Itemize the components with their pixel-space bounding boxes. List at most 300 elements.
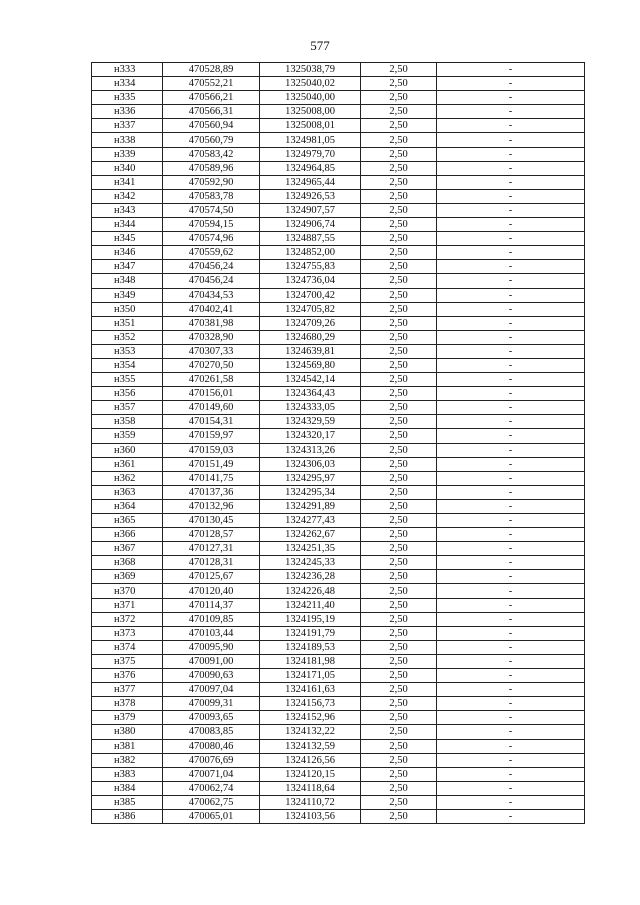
accuracy-cell: 2,50 (361, 739, 437, 753)
y-coordinate-cell: 1324964,85 (260, 161, 361, 175)
table-row (92, 260, 585, 274)
accuracy-cell: 2,50 (361, 175, 437, 189)
y-coordinate-cell: 1324195,19 (260, 612, 361, 626)
table-row (92, 63, 585, 77)
accuracy-cell: 2,50 (361, 401, 437, 415)
point-id-cell: н350 (92, 302, 163, 316)
note-cell: - (437, 161, 585, 175)
note-cell: - (437, 767, 585, 781)
x-coordinate-cell: 470566,31 (163, 105, 260, 119)
accuracy-cell: 2,50 (361, 274, 437, 288)
note-cell: - (437, 91, 585, 105)
y-coordinate-cell: 1324236,28 (260, 570, 361, 584)
note-cell: - (437, 260, 585, 274)
point-id-cell: н372 (92, 612, 163, 626)
accuracy-cell: 2,50 (361, 344, 437, 358)
note-cell: - (437, 344, 585, 358)
note-cell: - (437, 274, 585, 288)
x-coordinate-cell: 470154,31 (163, 415, 260, 429)
x-coordinate-cell: 470120,40 (163, 584, 260, 598)
point-id-cell: н352 (92, 330, 163, 344)
table-row (92, 203, 585, 217)
point-id-cell: н339 (92, 147, 163, 161)
accuracy-cell: 2,50 (361, 514, 437, 528)
y-coordinate-cell: 1324120,15 (260, 767, 361, 781)
note-cell: - (437, 387, 585, 401)
accuracy-cell: 2,50 (361, 105, 437, 119)
page-number: 577 (310, 38, 330, 53)
x-coordinate-cell: 470159,03 (163, 443, 260, 457)
x-coordinate-cell: 470583,78 (163, 189, 260, 203)
table-row (92, 781, 585, 795)
accuracy-cell: 2,50 (361, 725, 437, 739)
note-cell: - (437, 246, 585, 260)
y-coordinate-cell: 1324295,34 (260, 485, 361, 499)
accuracy-cell: 2,50 (361, 63, 437, 77)
x-coordinate-cell: 470328,90 (163, 330, 260, 344)
table-row (92, 640, 585, 654)
table-row (92, 711, 585, 725)
point-id-cell: н340 (92, 161, 163, 175)
accuracy-cell: 2,50 (361, 570, 437, 584)
y-coordinate-cell: 1325008,00 (260, 105, 361, 119)
y-coordinate-cell: 1324313,26 (260, 443, 361, 457)
table-row (92, 753, 585, 767)
note-cell: - (437, 288, 585, 302)
point-id-cell: н362 (92, 471, 163, 485)
point-id-cell: н370 (92, 584, 163, 598)
table-row (92, 415, 585, 429)
x-coordinate-cell: 470125,67 (163, 570, 260, 584)
table-row (92, 429, 585, 443)
note-cell: - (437, 542, 585, 556)
table-row (92, 105, 585, 119)
accuracy-cell: 2,50 (361, 598, 437, 612)
accuracy-cell: 2,50 (361, 767, 437, 781)
note-cell: - (437, 556, 585, 570)
point-id-cell: н360 (92, 443, 163, 457)
note-cell: - (437, 330, 585, 344)
x-coordinate-cell: 470103,44 (163, 626, 260, 640)
x-coordinate-cell: 470114,37 (163, 598, 260, 612)
note-cell: - (437, 415, 585, 429)
point-id-cell: н335 (92, 91, 163, 105)
accuracy-cell: 2,50 (361, 429, 437, 443)
note-cell: - (437, 514, 585, 528)
note-cell: - (437, 739, 585, 753)
y-coordinate-cell: 1324189,53 (260, 640, 361, 654)
point-id-cell: н363 (92, 485, 163, 499)
note-cell: - (437, 697, 585, 711)
x-coordinate-cell: 470594,15 (163, 218, 260, 232)
table-row (92, 288, 585, 302)
point-id-cell: н379 (92, 711, 163, 725)
point-id-cell: н359 (92, 429, 163, 443)
table-row (92, 683, 585, 697)
x-coordinate-cell: 470159,97 (163, 429, 260, 443)
note-cell: - (437, 443, 585, 457)
accuracy-cell: 2,50 (361, 457, 437, 471)
note-cell: - (437, 316, 585, 330)
note-cell: - (437, 612, 585, 626)
accuracy-cell: 2,50 (361, 809, 437, 823)
accuracy-cell: 2,50 (361, 697, 437, 711)
x-coordinate-cell: 470456,24 (163, 260, 260, 274)
point-id-cell: н353 (92, 344, 163, 358)
accuracy-cell: 2,50 (361, 683, 437, 697)
y-coordinate-cell: 1324191,79 (260, 626, 361, 640)
point-id-cell: н346 (92, 246, 163, 260)
y-coordinate-cell: 1325008,01 (260, 119, 361, 133)
note-cell: - (437, 471, 585, 485)
y-coordinate-cell: 1324926,53 (260, 189, 361, 203)
table-row (92, 358, 585, 372)
note-cell: - (437, 457, 585, 471)
note-cell: - (437, 302, 585, 316)
point-id-cell: н385 (92, 795, 163, 809)
point-id-cell: н347 (92, 260, 163, 274)
note-cell: - (437, 485, 585, 499)
y-coordinate-cell: 1324907,57 (260, 203, 361, 217)
x-coordinate-cell: 470151,49 (163, 457, 260, 471)
x-coordinate-cell: 470149,60 (163, 401, 260, 415)
x-coordinate-cell: 470093,65 (163, 711, 260, 725)
y-coordinate-cell: 1325038,79 (260, 63, 361, 77)
note-cell: - (437, 358, 585, 372)
x-coordinate-cell: 470552,21 (163, 77, 260, 91)
point-id-cell: н343 (92, 203, 163, 217)
accuracy-cell: 2,50 (361, 147, 437, 161)
accuracy-cell: 2,50 (361, 260, 437, 274)
point-id-cell: н357 (92, 401, 163, 415)
table-row (92, 809, 585, 823)
y-coordinate-cell: 1324181,98 (260, 654, 361, 668)
table-row (92, 77, 585, 91)
note-cell: - (437, 584, 585, 598)
point-id-cell: н376 (92, 669, 163, 683)
accuracy-cell: 2,50 (361, 119, 437, 133)
note-cell: - (437, 119, 585, 133)
point-id-cell: н383 (92, 767, 163, 781)
note-cell: - (437, 429, 585, 443)
table-row (92, 246, 585, 260)
accuracy-cell: 2,50 (361, 203, 437, 217)
note-cell: - (437, 570, 585, 584)
accuracy-cell: 2,50 (361, 288, 437, 302)
accuracy-cell: 2,50 (361, 485, 437, 499)
y-coordinate-cell: 1324333,05 (260, 401, 361, 415)
x-coordinate-cell: 470592,90 (163, 175, 260, 189)
x-coordinate-cell: 470083,85 (163, 725, 260, 739)
x-coordinate-cell: 470381,98 (163, 316, 260, 330)
y-coordinate-cell: 1324103,56 (260, 809, 361, 823)
table-row (92, 189, 585, 203)
accuracy-cell: 2,50 (361, 358, 437, 372)
note-cell: - (437, 63, 585, 77)
accuracy-cell: 2,50 (361, 640, 437, 654)
table-row (92, 316, 585, 330)
y-coordinate-cell: 1324126,56 (260, 753, 361, 767)
accuracy-cell: 2,50 (361, 542, 437, 556)
point-id-cell: н368 (92, 556, 163, 570)
y-coordinate-cell: 1324156,73 (260, 697, 361, 711)
accuracy-cell: 2,50 (361, 161, 437, 175)
point-id-cell: н366 (92, 528, 163, 542)
table-row (92, 387, 585, 401)
table-row (92, 739, 585, 753)
y-coordinate-cell: 1324262,67 (260, 528, 361, 542)
table-row (92, 528, 585, 542)
table-row (92, 626, 585, 640)
accuracy-cell: 2,50 (361, 795, 437, 809)
point-id-cell: н381 (92, 739, 163, 753)
y-coordinate-cell: 1324306,03 (260, 457, 361, 471)
x-coordinate-cell: 470065,01 (163, 809, 260, 823)
x-coordinate-cell: 470132,96 (163, 499, 260, 513)
point-id-cell: н337 (92, 119, 163, 133)
accuracy-cell: 2,50 (361, 584, 437, 598)
table-row (92, 161, 585, 175)
point-id-cell: н375 (92, 654, 163, 668)
point-id-cell: н344 (92, 218, 163, 232)
note-cell: - (437, 218, 585, 232)
table-row (92, 218, 585, 232)
point-id-cell: н369 (92, 570, 163, 584)
accuracy-cell: 2,50 (361, 654, 437, 668)
y-coordinate-cell: 1324245,33 (260, 556, 361, 570)
table-row (92, 457, 585, 471)
x-coordinate-cell: 470402,41 (163, 302, 260, 316)
x-coordinate-cell: 470156,01 (163, 387, 260, 401)
y-coordinate-cell: 1324981,05 (260, 133, 361, 147)
y-coordinate-cell: 1324110,72 (260, 795, 361, 809)
accuracy-cell: 2,50 (361, 316, 437, 330)
table-row (92, 344, 585, 358)
y-coordinate-cell: 1324755,83 (260, 260, 361, 274)
table-row (92, 795, 585, 809)
point-id-cell: н373 (92, 626, 163, 640)
note-cell: - (437, 499, 585, 513)
point-id-cell: н345 (92, 232, 163, 246)
y-coordinate-cell: 1324364,43 (260, 387, 361, 401)
table-row (92, 274, 585, 288)
x-coordinate-cell: 470528,89 (163, 63, 260, 77)
accuracy-cell: 2,50 (361, 415, 437, 429)
note-cell: - (437, 189, 585, 203)
table-row (92, 654, 585, 668)
point-id-cell: н358 (92, 415, 163, 429)
x-coordinate-cell: 470307,33 (163, 344, 260, 358)
accuracy-cell: 2,50 (361, 626, 437, 640)
accuracy-cell: 2,50 (361, 387, 437, 401)
point-id-cell: н338 (92, 133, 163, 147)
table-row (92, 584, 585, 598)
note-cell: - (437, 809, 585, 823)
x-coordinate-cell: 470071,04 (163, 767, 260, 781)
y-coordinate-cell: 1325040,00 (260, 91, 361, 105)
y-coordinate-cell: 1324295,97 (260, 471, 361, 485)
y-coordinate-cell: 1324118,64 (260, 781, 361, 795)
y-coordinate-cell: 1324887,55 (260, 232, 361, 246)
x-coordinate-cell: 470128,31 (163, 556, 260, 570)
x-coordinate-cell: 470090,63 (163, 669, 260, 683)
y-coordinate-cell: 1324965,44 (260, 175, 361, 189)
note-cell: - (437, 654, 585, 668)
table-row (92, 471, 585, 485)
point-id-cell: н374 (92, 640, 163, 654)
point-id-cell: н355 (92, 373, 163, 387)
table-row (92, 401, 585, 415)
table-row (92, 697, 585, 711)
accuracy-cell: 2,50 (361, 218, 437, 232)
note-cell: - (437, 105, 585, 119)
point-id-cell: н364 (92, 499, 163, 513)
table-row (92, 669, 585, 683)
x-coordinate-cell: 470076,69 (163, 753, 260, 767)
note-cell: - (437, 640, 585, 654)
point-id-cell: н367 (92, 542, 163, 556)
y-coordinate-cell: 1324171,05 (260, 669, 361, 683)
point-id-cell: н382 (92, 753, 163, 767)
x-coordinate-cell: 470062,75 (163, 795, 260, 809)
note-cell: - (437, 669, 585, 683)
table-row (92, 443, 585, 457)
y-coordinate-cell: 1324979,70 (260, 147, 361, 161)
table-row (92, 725, 585, 739)
table-row (92, 232, 585, 246)
table-row (92, 556, 585, 570)
point-id-cell: н341 (92, 175, 163, 189)
note-cell: - (437, 373, 585, 387)
accuracy-cell: 2,50 (361, 189, 437, 203)
x-coordinate-cell: 470099,31 (163, 697, 260, 711)
table-row (92, 302, 585, 316)
note-cell: - (437, 795, 585, 809)
note-cell: - (437, 711, 585, 725)
note-cell: - (437, 147, 585, 161)
y-coordinate-cell: 1324569,80 (260, 358, 361, 372)
point-id-cell: н377 (92, 683, 163, 697)
y-coordinate-cell: 1324680,29 (260, 330, 361, 344)
accuracy-cell: 2,50 (361, 669, 437, 683)
point-id-cell: н334 (92, 77, 163, 91)
accuracy-cell: 2,50 (361, 753, 437, 767)
table-row (92, 499, 585, 513)
y-coordinate-cell: 1324132,59 (260, 739, 361, 753)
x-coordinate-cell: 470560,94 (163, 119, 260, 133)
table-row (92, 485, 585, 499)
point-id-cell: н378 (92, 697, 163, 711)
accuracy-cell: 2,50 (361, 373, 437, 387)
note-cell: - (437, 725, 585, 739)
coordinates-table (91, 62, 585, 824)
x-coordinate-cell: 470434,53 (163, 288, 260, 302)
accuracy-cell: 2,50 (361, 246, 437, 260)
table-row (92, 175, 585, 189)
point-id-cell: н361 (92, 457, 163, 471)
coordinates-table-body (92, 63, 585, 824)
accuracy-cell: 2,50 (361, 471, 437, 485)
table-row (92, 119, 585, 133)
x-coordinate-cell: 470270,50 (163, 358, 260, 372)
y-coordinate-cell: 1324226,48 (260, 584, 361, 598)
point-id-cell: н348 (92, 274, 163, 288)
y-coordinate-cell: 1325040,02 (260, 77, 361, 91)
y-coordinate-cell: 1324161,63 (260, 683, 361, 697)
table-row (92, 598, 585, 612)
table-row (92, 612, 585, 626)
note-cell: - (437, 232, 585, 246)
table-row (92, 330, 585, 344)
y-coordinate-cell: 1324700,42 (260, 288, 361, 302)
point-id-cell: н349 (92, 288, 163, 302)
y-coordinate-cell: 1324211,40 (260, 598, 361, 612)
table-row (92, 373, 585, 387)
y-coordinate-cell: 1324906,74 (260, 218, 361, 232)
y-coordinate-cell: 1324709,26 (260, 316, 361, 330)
accuracy-cell: 2,50 (361, 612, 437, 626)
x-coordinate-cell: 470097,04 (163, 683, 260, 697)
accuracy-cell: 2,50 (361, 91, 437, 105)
y-coordinate-cell: 1324320,17 (260, 429, 361, 443)
note-cell: - (437, 781, 585, 795)
x-coordinate-cell: 470589,96 (163, 161, 260, 175)
y-coordinate-cell: 1324852,00 (260, 246, 361, 260)
note-cell: - (437, 753, 585, 767)
y-coordinate-cell: 1324542,14 (260, 373, 361, 387)
note-cell: - (437, 401, 585, 415)
table-row (92, 91, 585, 105)
accuracy-cell: 2,50 (361, 528, 437, 542)
x-coordinate-cell: 470583,42 (163, 147, 260, 161)
point-id-cell: н342 (92, 189, 163, 203)
x-coordinate-cell: 470128,57 (163, 528, 260, 542)
table-row (92, 514, 585, 528)
y-coordinate-cell: 1324152,96 (260, 711, 361, 725)
table-row (92, 570, 585, 584)
x-coordinate-cell: 470574,96 (163, 232, 260, 246)
x-coordinate-cell: 470560,79 (163, 133, 260, 147)
table-row (92, 767, 585, 781)
note-cell: - (437, 77, 585, 91)
y-coordinate-cell: 1324736,04 (260, 274, 361, 288)
y-coordinate-cell: 1324132,22 (260, 725, 361, 739)
accuracy-cell: 2,50 (361, 232, 437, 246)
y-coordinate-cell: 1324277,43 (260, 514, 361, 528)
x-coordinate-cell: 470574,50 (163, 203, 260, 217)
x-coordinate-cell: 470559,62 (163, 246, 260, 260)
point-id-cell: н354 (92, 358, 163, 372)
point-id-cell: н384 (92, 781, 163, 795)
x-coordinate-cell: 470080,46 (163, 739, 260, 753)
x-coordinate-cell: 470456,24 (163, 274, 260, 288)
x-coordinate-cell: 470137,36 (163, 485, 260, 499)
accuracy-cell: 2,50 (361, 330, 437, 344)
accuracy-cell: 2,50 (361, 133, 437, 147)
x-coordinate-cell: 470095,90 (163, 640, 260, 654)
note-cell: - (437, 175, 585, 189)
note-cell: - (437, 626, 585, 640)
point-id-cell: н365 (92, 514, 163, 528)
y-coordinate-cell: 1324291,89 (260, 499, 361, 513)
y-coordinate-cell: 1324639,81 (260, 344, 361, 358)
y-coordinate-cell: 1324705,82 (260, 302, 361, 316)
point-id-cell: н371 (92, 598, 163, 612)
note-cell: - (437, 203, 585, 217)
x-coordinate-cell: 470130,45 (163, 514, 260, 528)
x-coordinate-cell: 470261,58 (163, 373, 260, 387)
x-coordinate-cell: 470127,31 (163, 542, 260, 556)
